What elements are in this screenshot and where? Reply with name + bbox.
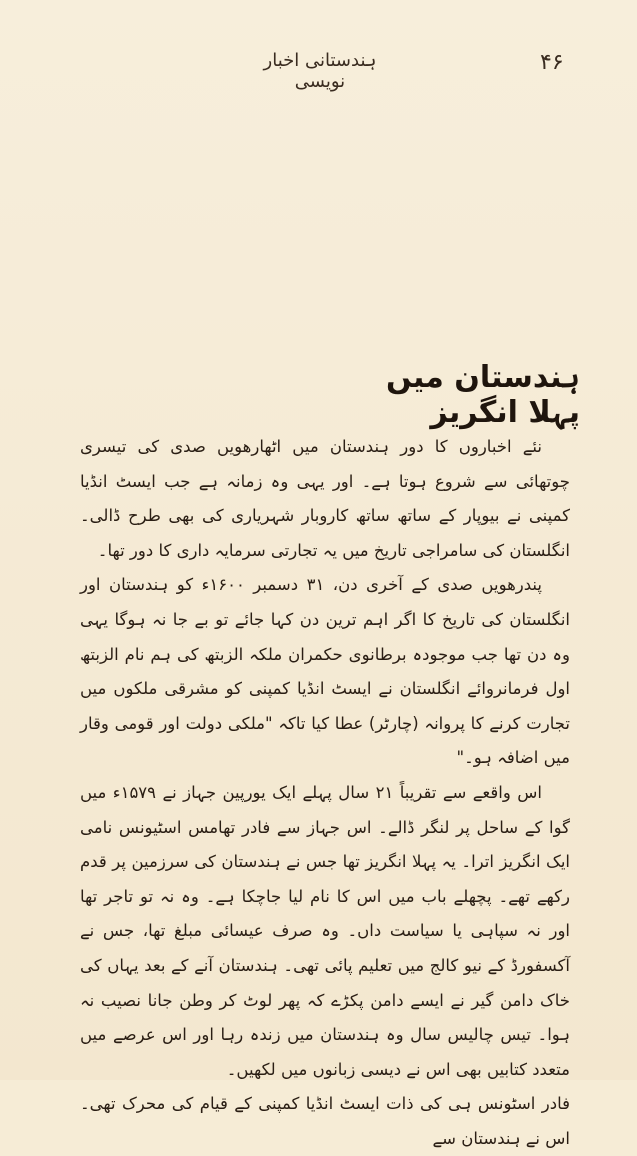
body-text — [80, 430, 570, 1156]
paragraph-4: فادر اسٹونس ہی کی ذات ایسٹ انڈیا کمپنی کے قیام کی محرک تھی۔ اس نے ہندستان سے — [80, 1094, 570, 1148]
running-head — [0, 46, 637, 92]
paragraph-2: پندرھویں صدی کے آخری دن، ۳۱ دسمبر ۱۶۰۰ء کو ہندستان اور انگلستان کی تاریخ کا اگر اہم ترین دن کہا جائے تو بے جا نہ ہوگا یہی وہ دن تھا جب موجودہ برطانوی حکمران ملکہ الزبتھ کی ہم نام الزبتھ اول فرمانروائے انگلستان نے ایسٹ انڈیا کمپنی کو مشرقی ملکوں میں تجارت کرنے کا پروانہ (چارٹر) عطا کیا تاکہ "ملکی دولت اور قومی وقار میں اضافہ ہو۔" — [80, 575, 570, 768]
chapter-title: ہندستان میں پہلا انگریز — [385, 360, 580, 430]
paragraph-1: نئے اخباروں کا دور ہندستان میں اٹھارھویں صدی کی تیسری چوتھائی سے شروع ہوتا ہے۔ اور یہی وہ زمانہ ہے جب ایسٹ انڈیا کمپنی نے بیوپار کے ساتھ ساتھ کاروبار شہریاری کی بھی طرح ڈالی۔ انگلستان کی سامراجی تاریخ میں یہ تجارتی سرمایہ داری کا دور تھا۔ — [80, 437, 570, 560]
running-title: ہندستانی اخبار نویسی — [263, 50, 377, 92]
paragraph-3: اس واقعے سے تقریباً ۲۱ سال پہلے ایک یورپین جہاز نے ۱۵۷۹ء میں گوا کے ساحل پر لنگر ڈالے۔ اس جہاز سے فادر تھامس اسٹیونس نامی ایک انگریز اترا۔ یہ پہلا انگریز تھا جس نے ہندستان کی سرزمین پر قدم رکھے تھے۔ پچھلے باب میں اس کا نام لیا جاچکا ہے۔ وہ نہ تو تاجر تھا اور نہ سپاہی یا سیاست داں۔ وہ صرف عیسائی مبلغ تھا، جس نے آکسفورڈ کے نیو کالج میں تعلیم پائی تھی۔ ہندستان آنے کے بعد یہاں کی خاک دامن گیر نے ایسے دامن پکڑے کہ پھر لوٹ کر وطن جانا نصیب نہ ہوا۔ تیس چالیس سال وہ ہندستان میں زندہ رہا اور اس عرصے میں متعدد کتابیں بھی اس نے دیسی زبانوں میں لکھیں۔ — [80, 782, 570, 1079]
page-number: ۴۶ — [540, 50, 564, 75]
